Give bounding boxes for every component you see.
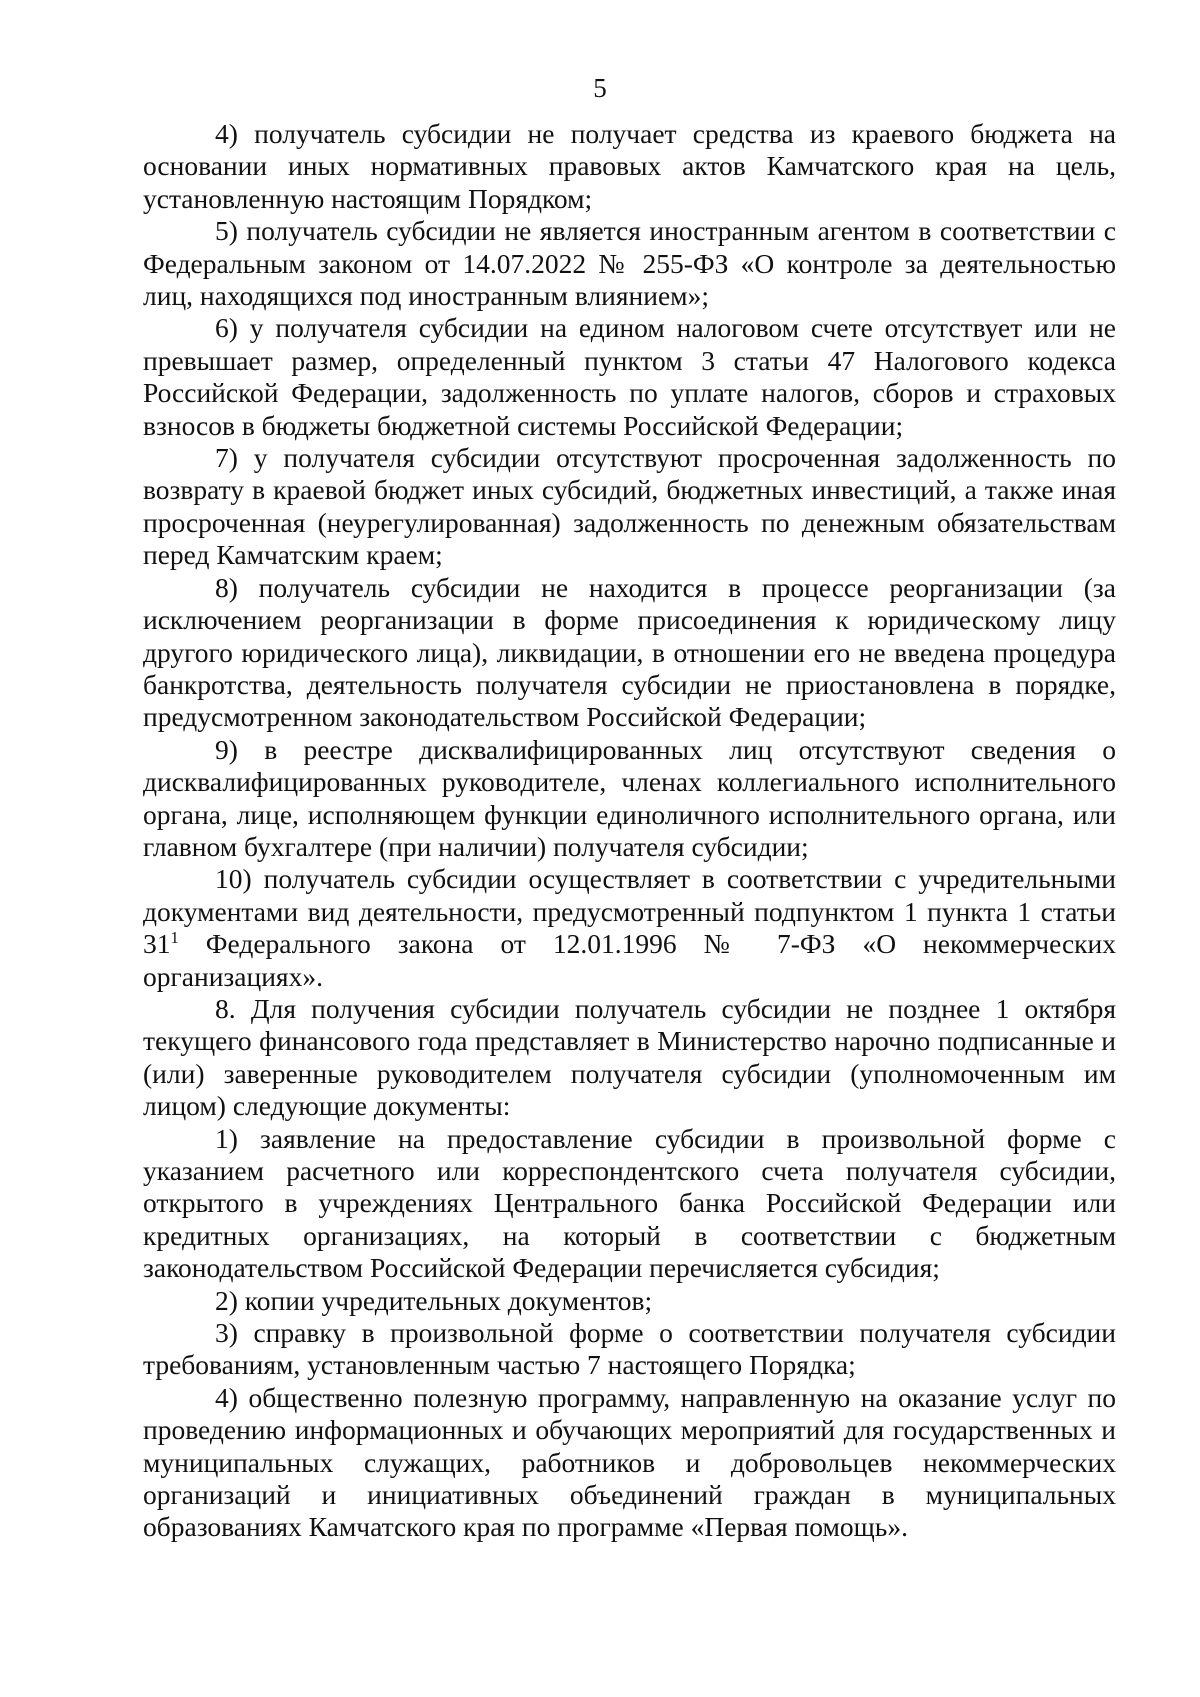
paragraph-item-7: 7) у получателя субсидии отсутствуют просроченная задолженность по возврату в краевой бюджет иных субсидий, бюджетных инвестиций, а также иная просроченная (неурегулированная) задолженность по денежным обязательствам перед Камчатским краем; xyxy=(143,442,1116,571)
paragraph-item-4: 4) получатель субсидии не получает средства из краевого бюджета на основании иных нормативных правовых актов Камчатского края на цель, установленную настоящим Порядком; xyxy=(143,118,1116,214)
paragraph-doc-3: 3) справку в произвольной форме о соответствии получателя субсидии требованиям, установленным частью 7 настоящего Порядка; xyxy=(143,1317,1116,1381)
page-number: 5 xyxy=(593,73,607,103)
document-body xyxy=(143,118,1116,1544)
paragraph-item-5: 5) получатель субсидии не является иностранным агентом в соответствии с Федеральным законом от 14.07.2022 № 255-ФЗ «О контроле за деятельностью лиц, находящихся под иностранным влиянием»; xyxy=(143,215,1116,312)
article-superscript: 1 xyxy=(170,927,179,947)
paragraph-item-6: 6) у получателя субсидии на едином налоговом счете отсутствует или не превышает размер, определенный пунктом 3 статьи 47 Налогового кодекса Российской Федерации, задолженность по уплате налогов, сборов и страховых взносов в бюджеты бюджетной системы Российской Федерации; xyxy=(143,312,1116,441)
paragraph-doc-4: 4) общественно полезную программу, направленную на оказание услуг по проведению информационных и обучающих мероприятий для государственных и муниципальных служащих, работников и добровольцев некоммерческих организаций и инициативных объединений граждан в муниципальных образованиях Камчатского края по программе «Первая помощь». xyxy=(143,1381,1116,1543)
paragraph-doc-2: 2) копии учредительных документов; xyxy=(215,1284,653,1316)
paragraph-doc-1: 1) заявление на предоставление субсидии в произвольной форме с указанием расчетного или корреспондентского счета получателя субсидии, открытого в учреждениях Центрального банка Российской Федерации или кредитных организациях, на который в соответствии с бюджетным законодательством Российской Федерации перечисляется субсидия; xyxy=(143,1122,1116,1284)
paragraph-item-10 xyxy=(143,863,1116,993)
paragraph-item-9: 9) в реестре дисквалифицированных лиц отсутствуют сведения о дисквалифицированных руководителе, членах коллегиального исполнительного органа, лице, исполняющем функции единоличного исполнительного органа, или главном бухгалтере (при наличии) получателя субсидии; xyxy=(143,733,1116,862)
paragraph-item-10-text-before: 10) получатель субсидии осуществляет в соответствии с учредительными документами вид деятельности, предусмотренный подпунктом 1 пункта 1 статьи 31 xyxy=(143,863,1116,960)
paragraph-item-8: 8) получатель субсидии не находится в процессе реорганизации (за исключением реорганизации в форме присоединения к юридическому лицу другого юридического лица), ликвидации, в отношении его не введена процедура банкротства, деятельность получателя субсидии не приостановлена в порядке, предусмотренном законодательством Российской Федерации; xyxy=(143,571,1116,733)
paragraph-section-8: 8. Для получения субсидии получатель субсидии не позднее 1 октября текущего финансового года представляет в Министерство нарочно подписанные и (или) заверенные руководителем получателя субсидии (уполномоченным им лицом) следующие документы: xyxy=(143,992,1116,1122)
paragraph-item-10-text-after: Федерального закона от 12.01.1996 № 7-ФЗ «О некоммерческих организациях». xyxy=(143,928,1116,992)
